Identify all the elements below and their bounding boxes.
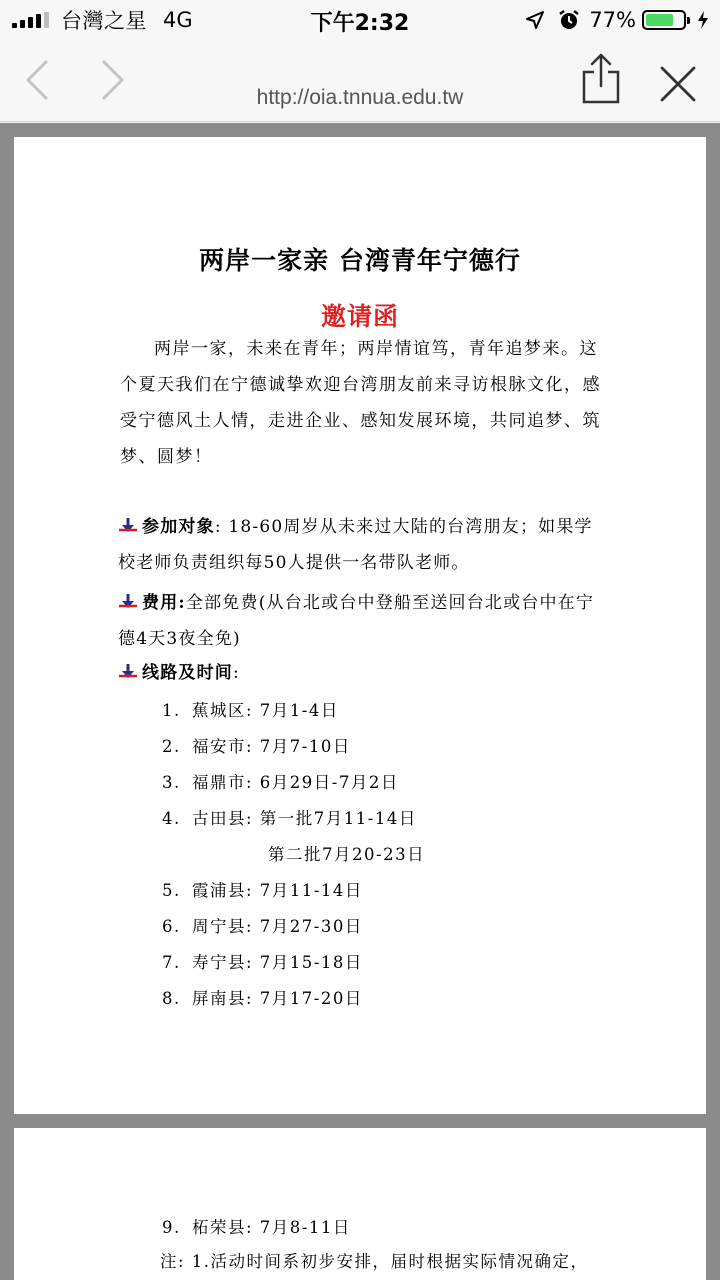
close-button[interactable] bbox=[656, 62, 700, 106]
target-label: 参加对象 bbox=[142, 517, 215, 537]
browser-toolbar bbox=[0, 40, 720, 122]
route-text: 古田县: 第一批7月11-14日 bbox=[192, 809, 417, 828]
document-subtitle: 邀请函 bbox=[320, 302, 399, 331]
route-number: 1. bbox=[162, 701, 181, 720]
route-number: 2. bbox=[162, 737, 181, 756]
bullet-arrow-icon bbox=[118, 516, 138, 534]
route-number: 3. bbox=[162, 773, 181, 792]
document-page-2 bbox=[14, 1128, 706, 1280]
route-item bbox=[162, 1214, 351, 1242]
section-route bbox=[118, 655, 608, 691]
route-text: 福安市: 7月7-10日 bbox=[192, 737, 351, 756]
route-item bbox=[162, 877, 363, 905]
note-text: 注: 1.活动时间系初步安排，届时根据实际情况确定， bbox=[160, 1252, 589, 1271]
close-icon bbox=[656, 62, 700, 106]
route-item bbox=[268, 841, 425, 869]
route-item bbox=[162, 949, 363, 977]
share-icon bbox=[580, 52, 622, 106]
status-right bbox=[525, 6, 710, 34]
route-text: 福鼎市: 6月29日-7月2日 bbox=[192, 773, 399, 792]
route-suffix: : bbox=[233, 663, 240, 683]
battery-percent: 77% bbox=[589, 8, 636, 32]
route-item bbox=[162, 985, 363, 1013]
route-number: 8. bbox=[162, 989, 181, 1008]
charging-bolt-icon bbox=[696, 10, 710, 30]
document-page-1 bbox=[14, 137, 706, 1114]
bullet-arrow-icon bbox=[118, 592, 138, 610]
route-label: 线路及时间 bbox=[142, 663, 233, 683]
route-number: 9. bbox=[162, 1218, 181, 1237]
route-text: 第二批7月20-23日 bbox=[268, 845, 426, 864]
share-button[interactable] bbox=[580, 52, 622, 106]
bullet-arrow-icon bbox=[118, 662, 138, 680]
route-text: 柘荣县: 7月8-11日 bbox=[192, 1218, 351, 1237]
route-text: 屏南县: 7月17-20日 bbox=[192, 989, 363, 1008]
cost-label: 费用: bbox=[142, 593, 186, 613]
route-text: 霞浦县: 7月11-14日 bbox=[192, 881, 363, 900]
battery-fill bbox=[646, 14, 673, 26]
section-target bbox=[118, 509, 608, 581]
route-text: 寿宁县: 7月15-18日 bbox=[192, 953, 363, 972]
route-item bbox=[162, 913, 363, 941]
route-item bbox=[162, 733, 351, 761]
network-type: 4G bbox=[163, 8, 193, 32]
route-text: 蕉城区: 7月1-4日 bbox=[192, 701, 339, 720]
carrier-name: 台灣之星 bbox=[61, 9, 147, 33]
intro-paragraph: 两岸一家，未来在青年；两岸情谊笃，青年追梦来。这个夏天我们在宁德诚挚欢迎台湾朋友前来寻访根脉文化，感受宁德风土人情，走进企业、感知发展环境，共同追梦、筑梦、圆梦！ bbox=[120, 339, 601, 467]
route-number: 7. bbox=[162, 953, 181, 972]
location-arrow-icon bbox=[525, 10, 545, 30]
target-text: : 18-60周岁从未来过大陆的台湾朋友；如果学校老师负责组织每50人提供一名带队老师。 bbox=[118, 517, 593, 573]
battery-icon bbox=[642, 10, 686, 30]
status-bar bbox=[0, 0, 720, 40]
cost-text: 全部免费(从台北或台中登船至送回台北或台中在宁德4天3夜全免) bbox=[118, 593, 595, 649]
section-cost bbox=[118, 585, 608, 657]
document-viewer[interactable] bbox=[0, 123, 720, 1280]
route-text: 周宁县: 7月27-30日 bbox=[192, 917, 363, 936]
route-number: 5. bbox=[162, 881, 181, 900]
alarm-clock-icon bbox=[557, 9, 581, 31]
route-number: 6. bbox=[162, 917, 181, 936]
status-time: 下午2:32 bbox=[310, 11, 410, 36]
route-item bbox=[162, 769, 399, 797]
document-title: 两岸一家亲 台湾青年宁德行 bbox=[199, 246, 521, 275]
route-item bbox=[162, 697, 339, 725]
route-item bbox=[162, 805, 417, 833]
route-number: 4. bbox=[162, 809, 181, 828]
url-label[interactable]: http://oia.tnnua.edu.tw bbox=[256, 86, 464, 109]
